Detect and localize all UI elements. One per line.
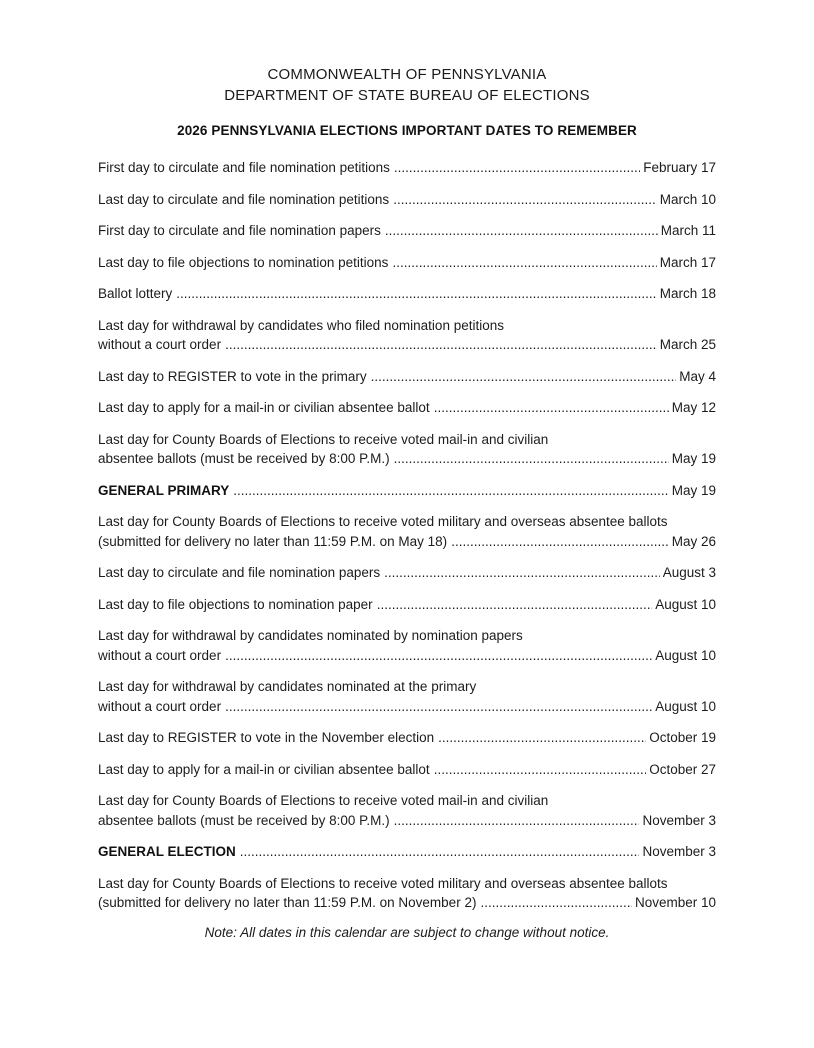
date-entry-label: absentee ballots (must be received by 8:00 P.M.) <box>98 451 390 466</box>
footer-note: Note: All dates in this calendar are subject to change without notice. <box>204 924 610 940</box>
dot-leader <box>377 595 653 615</box>
date-entry-first-line: Last day for County Boards of Elections to receive voted mail-in and civilian <box>98 431 549 447</box>
date-entry-line <box>98 367 716 387</box>
date-entry <box>98 481 716 501</box>
date-entry-line <box>98 190 716 210</box>
date-entry-date: March 10 <box>659 191 716 207</box>
dot-leader <box>434 760 647 780</box>
date-entry-label: Last day to REGISTER to vote in the primary <box>98 368 367 384</box>
date-entry-label: First day to circulate and file nomination petitions <box>98 160 390 175</box>
dates-list <box>98 158 716 913</box>
date-entry-line <box>98 158 716 178</box>
date-entry <box>98 512 716 551</box>
date-entry-date: November 3 <box>642 844 716 859</box>
date-entry-label: absentee ballots (must be received by 8:00 P.M.) <box>98 812 390 828</box>
date-entry <box>98 190 716 210</box>
date-entry-line <box>98 811 716 831</box>
dot-leader <box>394 158 640 178</box>
date-entry-label: without a court order <box>98 698 222 714</box>
dot-leader <box>240 842 640 862</box>
date-entry <box>98 595 716 615</box>
date-entry-date: August 10 <box>655 698 716 714</box>
dot-leader <box>480 893 632 913</box>
date-entry-line <box>98 563 716 583</box>
dot-leader <box>434 398 669 418</box>
dot-leader <box>385 221 658 241</box>
document-header <box>98 64 716 106</box>
date-entry-first-line: Last day for withdrawal by candidates nominated at the primary <box>98 679 477 694</box>
date-entry-line <box>98 284 716 304</box>
date-entry-date: May 12 <box>671 400 716 415</box>
date-entry-date: October 19 <box>649 730 716 745</box>
dot-leader <box>233 481 668 501</box>
date-entry-label: without a court order <box>98 647 222 663</box>
dot-leader <box>394 449 669 469</box>
date-entry-first-line: Last day for County Boards of Elections to receive voted mail-in and civilian <box>98 793 549 808</box>
date-entry-label: GENERAL PRIMARY <box>98 482 230 498</box>
date-entry-date: March 25 <box>659 337 716 352</box>
date-entry-date: May 19 <box>671 451 716 466</box>
date-entry <box>98 398 716 418</box>
date-entry-line <box>98 449 716 469</box>
date-entry <box>98 158 716 178</box>
date-entry-label: without a court order <box>98 337 222 352</box>
date-entry <box>98 253 716 273</box>
document-page <box>98 0 716 940</box>
date-entry-date: November 3 <box>642 812 716 828</box>
date-entry-date: March 18 <box>659 286 716 301</box>
dot-leader <box>393 190 657 210</box>
dot-leader <box>438 728 646 748</box>
date-entry <box>98 874 716 913</box>
date-entry-line <box>98 760 716 780</box>
date-entry-label: Last day to file objections to nomination paper <box>98 596 373 612</box>
date-entry-label: (submitted for delivery no later than 11:59 P.M. on May 18) <box>98 533 448 549</box>
date-entry-date: August 10 <box>655 647 716 663</box>
date-entry <box>98 791 716 830</box>
date-entry <box>98 842 716 862</box>
date-entry <box>98 626 716 665</box>
date-entry-line <box>98 398 716 418</box>
date-entry-label: Last day to apply for a mail-in or civilian absentee ballot <box>98 400 430 415</box>
dot-leader <box>225 335 657 355</box>
date-entry-date: August 3 <box>662 565 716 580</box>
document-title: 2026 PENNSYLVANIA ELECTIONS IMPORTANT DATES TO REMEMBER <box>177 123 637 138</box>
date-entry-label: GENERAL ELECTION <box>98 844 236 859</box>
date-entry <box>98 316 716 355</box>
date-entry-line <box>98 335 716 355</box>
date-entry <box>98 728 716 748</box>
date-entry-line <box>98 728 716 748</box>
date-entry-line <box>98 893 716 913</box>
date-entry-first-line: Last day for withdrawal by candidates who filed nomination petitions <box>98 317 504 333</box>
date-entry-date: February 17 <box>643 160 716 175</box>
header-line-1: COMMONWEALTH OF PENNSYLVANIA <box>267 66 547 83</box>
date-entry-label: Last day to circulate and file nomination petitions <box>98 191 390 207</box>
dot-leader <box>384 563 660 583</box>
date-entry-first-line: Last day for County Boards of Elections to receive voted military and overseas absentee ballots <box>98 514 668 529</box>
date-entry-label: (submitted for delivery no later than 11:59 P.M. on November 2) <box>98 895 477 910</box>
date-entry-date: August 10 <box>655 596 716 612</box>
dot-leader <box>394 811 640 831</box>
date-entry-label: Last day to circulate and file nomination papers <box>98 565 381 580</box>
date-entry-date: May 26 <box>671 533 716 549</box>
date-entry-line <box>98 646 716 666</box>
date-entry-label: Last day to apply for a mail-in or civilian absentee ballot <box>98 761 430 777</box>
date-entry-label: Ballot lottery <box>98 286 173 301</box>
date-entry-date: October 27 <box>649 761 716 777</box>
date-entry <box>98 284 716 304</box>
dot-leader <box>451 532 669 552</box>
date-entry-label: Last day to REGISTER to vote in the November election <box>98 730 435 745</box>
date-entry-label: Last day to file objections to nomination petitions <box>98 254 389 270</box>
date-entry-line <box>98 221 716 241</box>
date-entry-first-line: Last day for County Boards of Elections to receive voted military and overseas absentee ballots <box>98 875 668 891</box>
date-entry-date: May 19 <box>671 482 716 498</box>
date-entry-date: March 17 <box>659 254 716 270</box>
date-entry <box>98 563 716 583</box>
date-entry-line <box>98 697 716 717</box>
date-entry <box>98 760 716 780</box>
dot-leader <box>392 253 656 273</box>
date-entry <box>98 367 716 387</box>
date-entry <box>98 221 716 241</box>
dot-leader <box>225 646 652 666</box>
dot-leader <box>225 697 652 717</box>
dot-leader <box>371 367 677 387</box>
date-entry-date: March 11 <box>660 223 716 238</box>
date-entry-line <box>98 842 716 862</box>
date-entry-first-line: Last day for withdrawal by candidates nominated by nomination papers <box>98 628 523 643</box>
date-entry-date: May 4 <box>679 368 716 384</box>
dot-leader <box>176 284 656 304</box>
date-entry-line <box>98 253 716 273</box>
date-entry <box>98 677 716 716</box>
date-entry <box>98 430 716 469</box>
date-entry-date: November 10 <box>634 895 716 910</box>
date-entry-label: First day to circulate and file nomination papers <box>98 223 381 238</box>
date-entry-line <box>98 532 716 552</box>
header-line-2: DEPARTMENT OF STATE BUREAU OF ELECTIONS <box>224 87 590 104</box>
date-entry-line <box>98 595 716 615</box>
date-entry-line <box>98 481 716 501</box>
